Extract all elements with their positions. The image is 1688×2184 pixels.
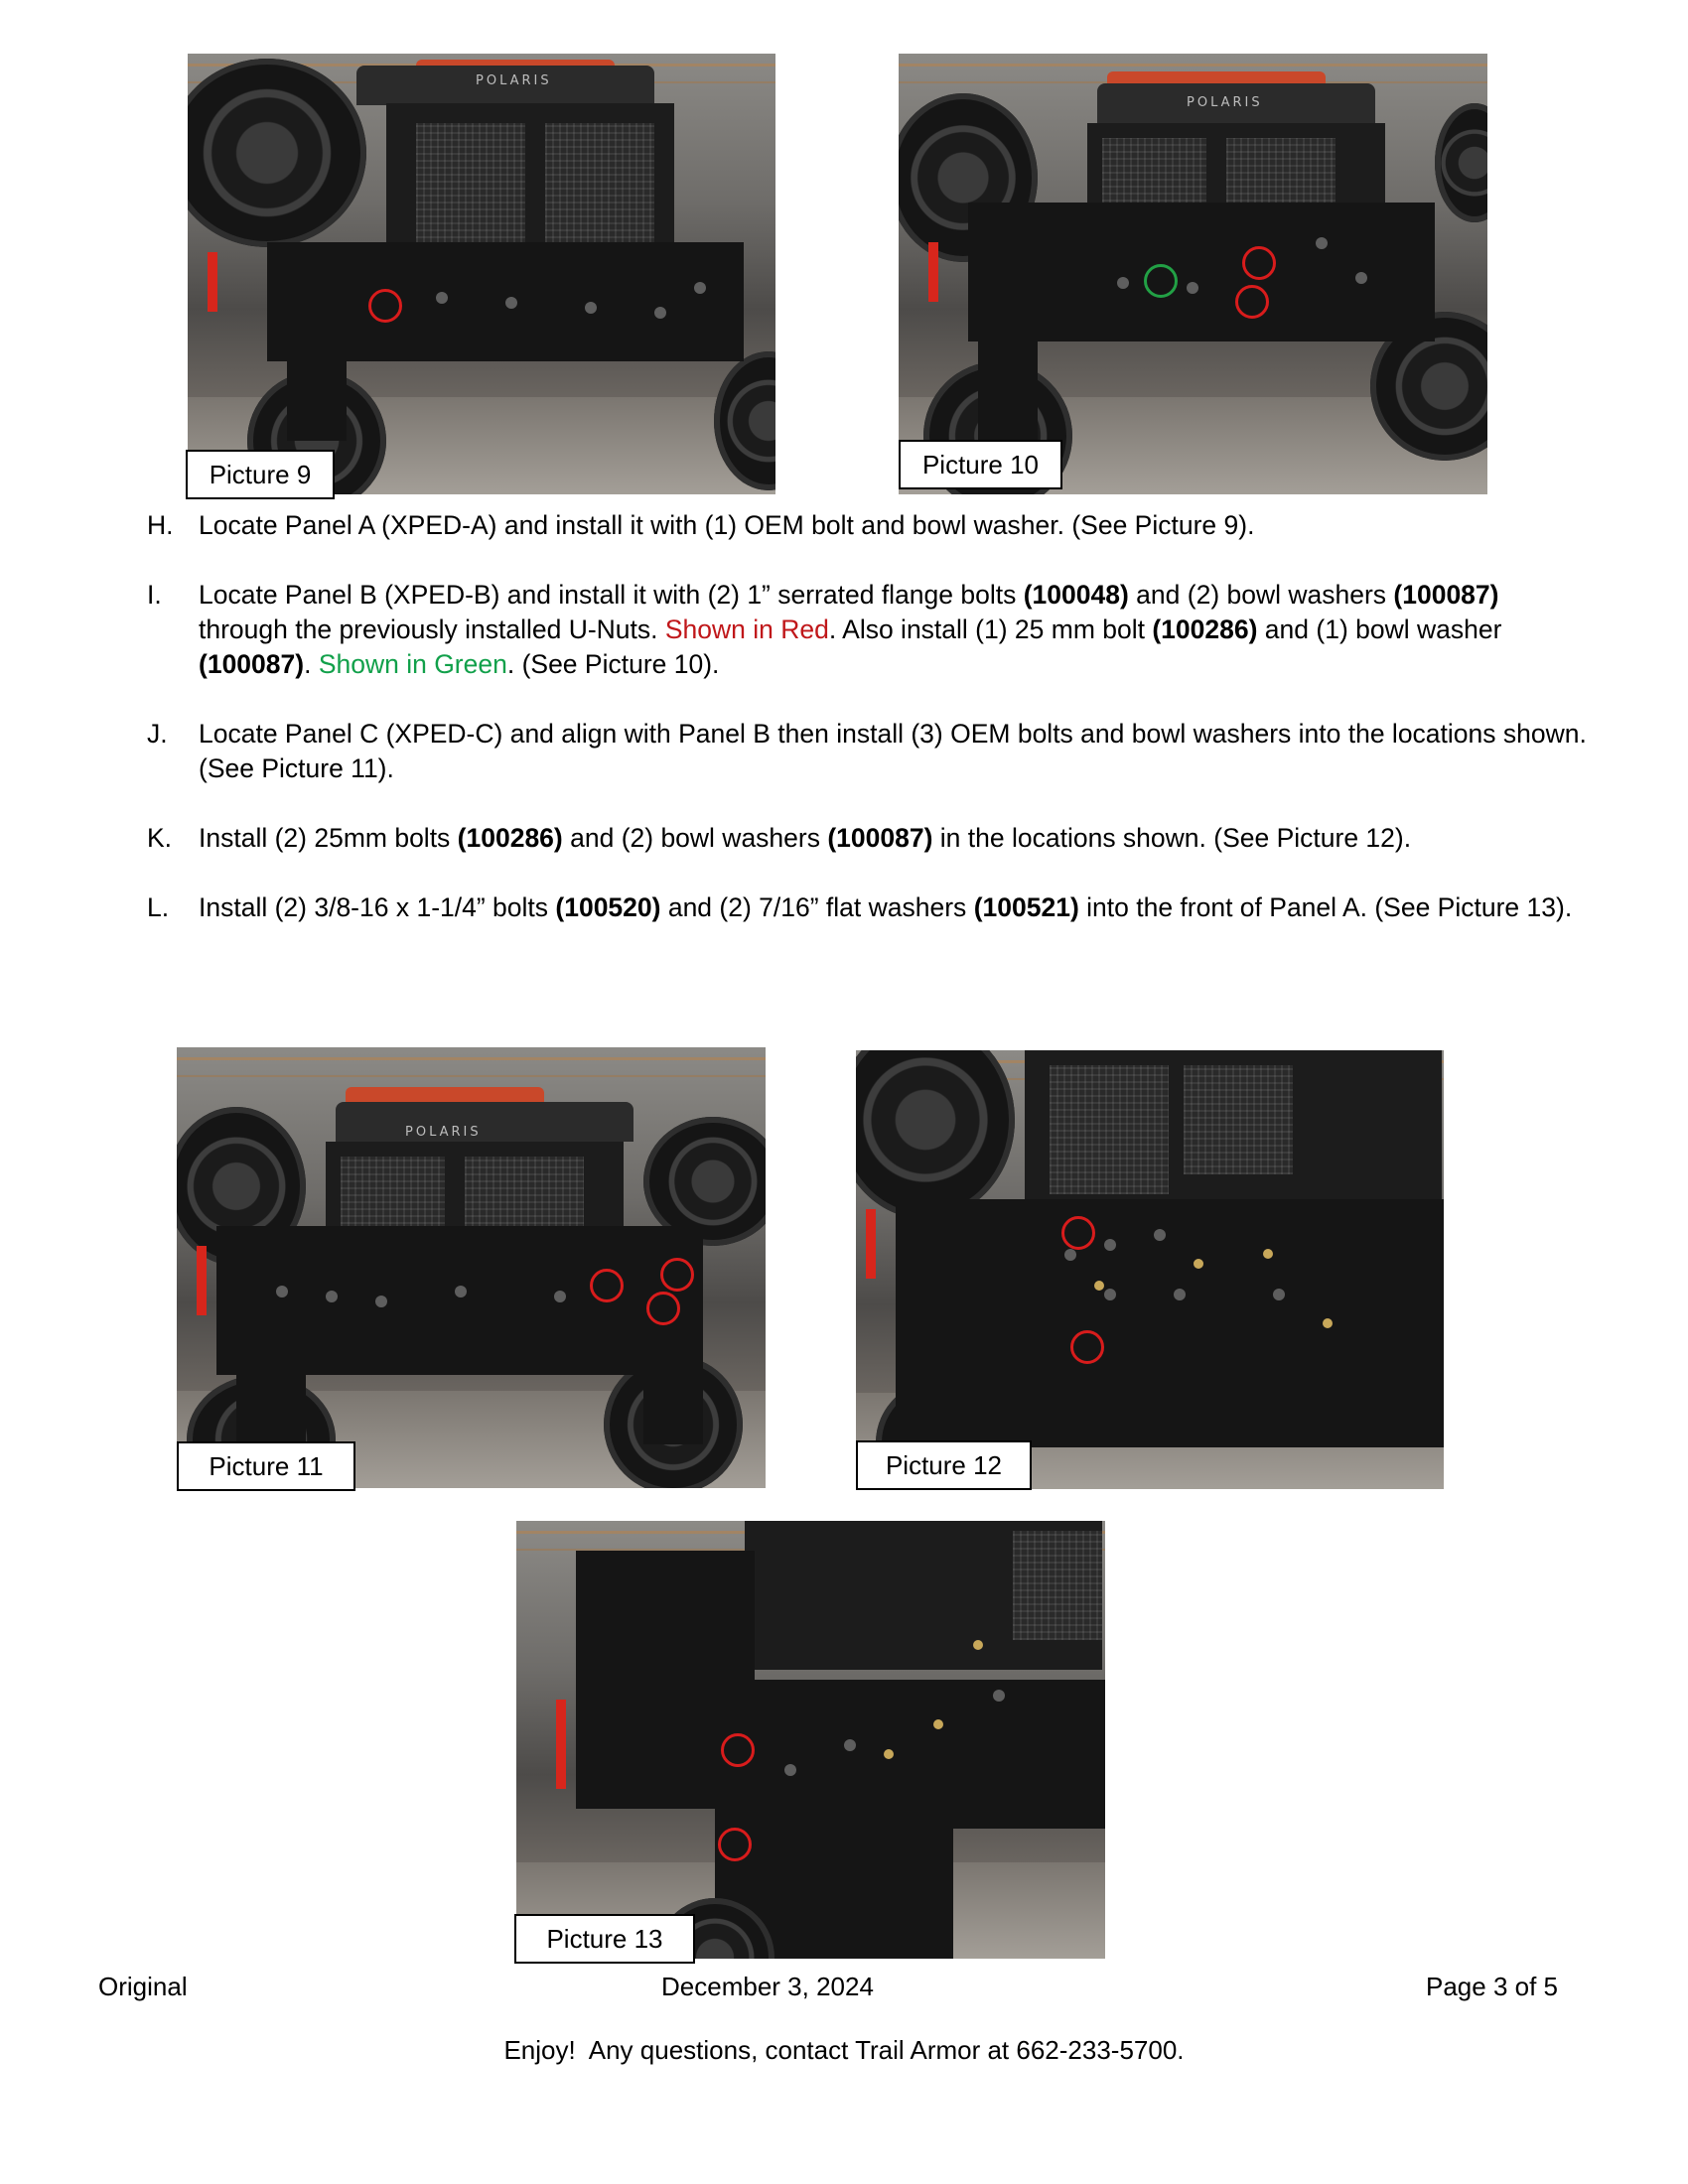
part-number: (100286) <box>1152 614 1258 644</box>
polaris-logo: POLARIS <box>1187 95 1263 110</box>
polaris-logo: POLARIS <box>476 73 552 88</box>
red-marker <box>660 1258 694 1292</box>
part-number: (100521) <box>973 892 1079 922</box>
red-marker <box>1242 246 1276 280</box>
picture-11-photo <box>177 1047 766 1488</box>
instruction-list <box>147 508 1587 960</box>
step-k: K. Install (2) 25mm bolts (100286) and (2) bowl washers (100087) in the locations shown. (See Picture 12). <box>147 821 1587 856</box>
picture-9-photo <box>188 54 775 494</box>
footer-contact: Enjoy! Any questions, contact Trail Armor at 662-233-5700. <box>503 2035 1185 2065</box>
part-number: (100048) <box>1023 580 1129 610</box>
step-letter: H. <box>147 510 174 540</box>
part-number: (100087) <box>827 823 933 853</box>
step-letter: L. <box>147 892 170 922</box>
footer-revision: Original <box>98 1972 188 2001</box>
red-marker <box>721 1733 755 1767</box>
red-marker <box>1061 1216 1095 1250</box>
step-i: I. Locate Panel B (XPED-B) and install it with (2) 1” serrated flange bolts (100048) and (2) bowl washers (100087) through the previously installed U-Nuts. Shown in Red. Also install (1) 25 mm bolt (100286) and (1) bowl washer (100087). Shown in Green. (See Picture 10). <box>147 580 1502 679</box>
red-marker <box>368 289 402 323</box>
picture-13-caption: Picture 13 <box>514 1914 695 1964</box>
part-number: (100286) <box>457 823 563 853</box>
step-l: L. Install (2) 3/8-16 x 1-1/4” bolts (100520) and (2) 7/16” flat washers (100521) into the front of Panel A. (See Picture 13). <box>147 890 1587 925</box>
picture-13-photo <box>516 1521 1105 1959</box>
picture-10-caption: Picture 10 <box>899 440 1062 489</box>
part-number: (100087) <box>199 649 305 679</box>
picture-11-caption: Picture 11 <box>177 1441 355 1491</box>
shown-in-green-note: Shown in Green <box>318 649 507 679</box>
step-letter: I. <box>147 580 162 610</box>
red-marker <box>1235 285 1269 319</box>
step-letter: K. <box>147 823 173 853</box>
step-j: J. Locate Panel C (XPED-C) and align with Panel B then install (3) OEM bolts and bowl washers into the locations shown. (See Picture 11). <box>147 719 1587 783</box>
picture-12-photo <box>856 1050 1444 1489</box>
footer-date: December 3, 2024 <box>661 1972 874 2001</box>
part-number: (100520) <box>555 892 661 922</box>
red-marker <box>646 1292 680 1325</box>
step-letter: J. <box>147 719 168 749</box>
picture-10-photo <box>899 54 1487 494</box>
polaris-logo: POLARIS <box>405 1125 482 1140</box>
shown-in-red-note: Shown in Red <box>664 614 829 644</box>
step-h: H. Locate Panel A (XPED-A) and install it with (1) OEM bolt and bowl washer. (See Picture 9). <box>147 508 1587 543</box>
picture-12-caption: Picture 12 <box>856 1440 1032 1490</box>
footer-page-number: Page 3 of 5 <box>1426 1972 1558 2001</box>
green-marker <box>1144 264 1178 298</box>
red-marker <box>718 1828 752 1861</box>
red-marker <box>1070 1330 1104 1364</box>
part-number: (100087) <box>1393 580 1499 610</box>
red-marker <box>590 1269 624 1302</box>
picture-9-caption: Picture 9 <box>186 450 335 499</box>
